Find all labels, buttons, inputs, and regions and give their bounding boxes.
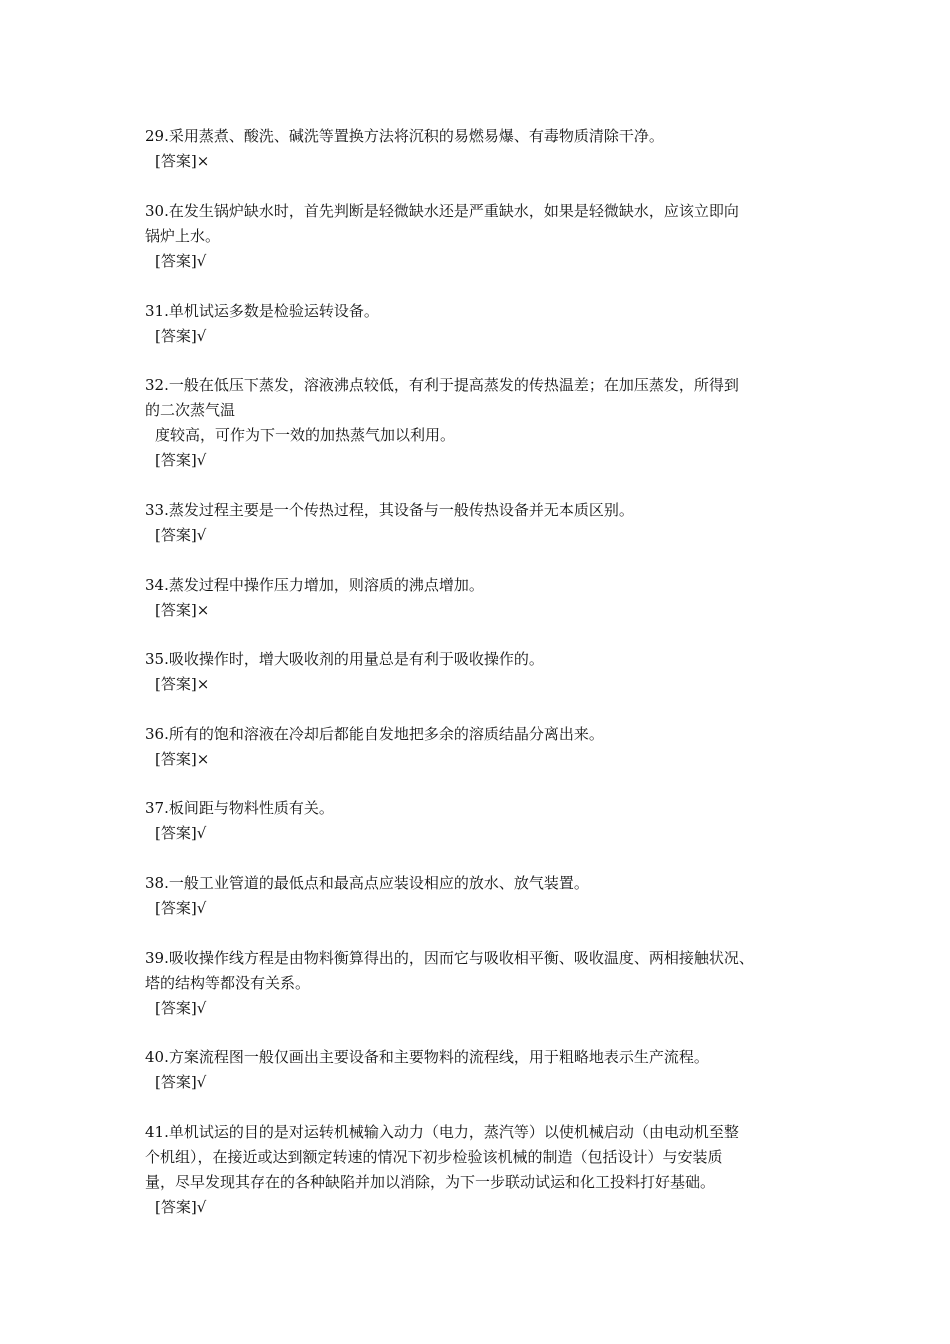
answer: [答案]√ xyxy=(155,327,207,345)
question-39 xyxy=(145,946,825,1021)
question-text: 30.在发生锅炉缺水时，首先判断是轻微缺水还是严重缺水，如果是轻微缺水，应该立即向 xyxy=(145,202,739,220)
question-35 xyxy=(145,647,825,697)
question-text: 33.蒸发过程主要是一个传热过程，其设备与一般传热设备并无本质区别。 xyxy=(145,501,634,519)
answer: [答案]√ xyxy=(155,1198,207,1216)
answer: [答案]√ xyxy=(155,899,207,917)
question-40 xyxy=(145,1045,825,1095)
question-36 xyxy=(145,722,825,772)
answer: [答案]× xyxy=(155,750,210,768)
question-text: 32.一般在低压下蒸发，溶液沸点较低，有利于提高蒸发的传热温差；在加压蒸发，所得到 xyxy=(145,376,739,394)
question-text: 40.方案流程图一般仅画出主要设备和主要物料的流程线，用于粗略地表示生产流程。 xyxy=(145,1048,709,1066)
question-text: 34.蒸发过程中操作压力增加，则溶质的沸点增加。 xyxy=(145,576,484,594)
question-text: 41.单机试运的目的是对运转机械输入动力（电力，蒸汽等）以使机械启动（由电动机至整 xyxy=(145,1123,739,1141)
question-text: 锅炉上水。 xyxy=(145,227,221,245)
question-text: 塔的结构等都没有关系。 xyxy=(145,974,311,992)
question-32 xyxy=(145,373,825,473)
question-37 xyxy=(145,796,825,846)
question-31 xyxy=(145,299,825,349)
question-text: 量，尽早发现其存在的各种缺陷并加以消除，为下一步联动试运和化工投料打好基础。 xyxy=(145,1173,716,1191)
answer: [答案]× xyxy=(155,601,210,619)
question-text: 29.采用蒸煮、酸洗、碱洗等置换方法将沉积的易燃易爆、有毒物质清除干净。 xyxy=(145,127,664,145)
answer: [答案]√ xyxy=(155,252,207,270)
answer: [答案]× xyxy=(155,152,210,170)
question-29 xyxy=(145,124,825,174)
question-34 xyxy=(145,573,825,623)
question-33 xyxy=(145,498,825,548)
question-38 xyxy=(145,871,825,921)
answer: [答案]√ xyxy=(155,999,207,1017)
question-text: 36.所有的饱和溶液在冷却后都能自发地把多余的溶质结晶分离出来。 xyxy=(145,725,604,743)
question-text: 37.板间距与物料性质有关。 xyxy=(145,799,334,817)
answer: [答案]√ xyxy=(155,451,207,469)
question-text: 39.吸收操作线方程是由物料衡算得出的，因而它与吸收相平衡、吸收温度、两相接触状况、 xyxy=(145,949,754,967)
question-text: 度较高，可作为下一效的加热蒸气加以利用。 xyxy=(155,426,456,444)
question-text: 35.吸收操作时，增大吸收剂的用量总是有利于吸收操作的。 xyxy=(145,650,544,668)
question-text: 31.单机试运多数是检验运转设备。 xyxy=(145,302,379,320)
answer: [答案]× xyxy=(155,675,210,693)
question-41 xyxy=(145,1120,825,1220)
question-text: 个机组），在接近或达到额定转速的情况下初步检验该机械的制造（包括设计）与安装质 xyxy=(145,1148,723,1166)
answer: [答案]√ xyxy=(155,824,207,842)
question-text: 的二次蒸气温 xyxy=(145,401,236,419)
answer: [答案]√ xyxy=(155,526,207,544)
question-30 xyxy=(145,199,825,274)
answer: [答案]√ xyxy=(155,1073,207,1091)
question-text: 38.一般工业管道的最低点和最高点应装设相应的放水、放气装置。 xyxy=(145,874,589,892)
